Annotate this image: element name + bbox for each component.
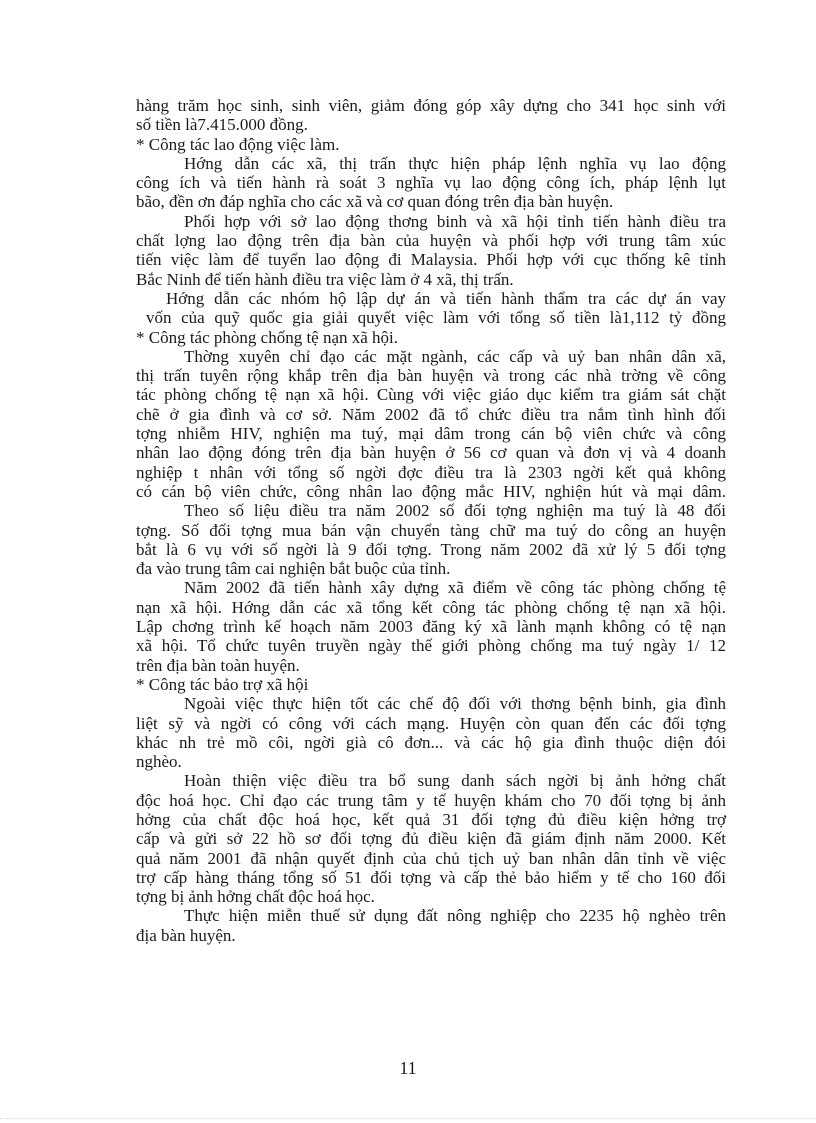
text-line: cấp và gửi sở 22 hồ sơ đối tợng đủ điều kiện đã giám định năm 2000. Kết — [136, 829, 726, 849]
text-line: quả năm 2001 đã nhận quyết định của chủ tịch uỷ ban nhân dân tỉnh về việc — [136, 848, 726, 868]
text-line: tợng nhiễm HIV, nghiện ma tuý, mại dâm trong cán bộ viên chức và công — [136, 424, 726, 444]
text-line: tợng bị ảnh hởng chất độc hoá học. — [136, 887, 375, 907]
text-line: liệt sỹ và ngời có công với cách mạng. Huyện còn quan đến các đối tợng — [136, 713, 726, 733]
text-line: độc hoá học. Chỉ đạo các trung tâm y tế huyện khám cho 70 đối tợng bị ảnh — [136, 790, 726, 810]
text-line: Bắc Ninh để tiến hành điều tra việc làm ở 4 xã, thị trấn. — [136, 269, 514, 289]
text-line: công ích và tiến hành rà soát 3 nghĩa vụ lao động công ích, pháp lệnh lụt — [136, 173, 726, 193]
section-heading-labor: * Công tác lao động việc làm. — [136, 134, 340, 154]
text-line: Lập chơng trình kế hoạch năm 2003 đăng ký xã lành mạnh không có tệ nạn — [136, 617, 726, 637]
text-line: xã hội. Tổ chức tuyên truyền ngày thế giới phòng chống ma tuý ngày 1/ 12 — [136, 636, 726, 656]
text-line: bão, đền ơn đáp nghĩa cho các xã và cơ quan đóng trên địa bàn huyện. — [136, 192, 614, 212]
text-line: trợ cấp hàng tháng tổng số 51 đối tợng và cấp thẻ bảo hiểm y tế cho 160 đối — [136, 867, 726, 887]
text-line: chẽ ở gia đình và cơ sở. Năm 2002 đã tổ chức điều tra nắm tình hình đối — [136, 404, 726, 424]
text-line: nghiệp t nhân với tổng số ngời đợc điều tra là 2303 ngời kết quả không — [136, 462, 726, 482]
text-line: thị trấn tuyên rộng khắp trên địa bàn huyện và trong các nhà trờng về công — [136, 366, 726, 386]
text-line: Hoàn thiện việc điều tra bổ sung danh sách ngời bị ảnh hởng chất — [184, 771, 726, 791]
text-line: tiến việc làm để tuyển lao động đi Malaysia. Phối hợp với cục thống kê tỉnh — [136, 250, 726, 270]
text-line: Hớng dẫn các nhóm hộ lập dự án và tiến hành thẩm tra các dự án vay — [166, 288, 726, 308]
text-line: tợng. Số đối tợng mua bán vận chuyển tàng chữ ma tuý do công an huyện — [136, 520, 726, 540]
section-heading-social-protection: * Công tác bảo trợ xã hội — [136, 674, 309, 694]
text-line: Phối hợp với sở lao động thơng binh và xã hội tỉnh tiến hành điều tra — [184, 211, 726, 231]
text-line: Theo số liệu điều tra năm 2002 số đối tợng nghiện ma tuý là 48 đối — [184, 501, 726, 521]
text-line: nhân lao động đóng trên địa bàn huyện ở 56 cơ quan và đơn vị và 4 doanh — [136, 443, 726, 463]
text-line: Ngoài việc thực hiện tốt các chế độ đối với thơng bệnh binh, gia đình — [184, 694, 726, 714]
document-body — [136, 96, 726, 945]
text-line: nạn xã hội. Hớng dẫn các xã tổng kết công tác phòng chống tệ nạn xã hội. — [136, 597, 726, 617]
text-line: hởng của chất độc hoá học, kết quả 31 đối tợng đủ điều kiện hởng trợ — [136, 809, 726, 829]
text-line: hàng trăm học sinh, sinh viên, giảm đóng góp xây dựng cho 341 học sinh với — [136, 96, 726, 115]
text-line: Thực hiện miễn thuế sử dụng đất nông nghiệp cho 2235 hộ nghèo trên — [184, 906, 726, 926]
text-line: Thờng xuyên chỉ đạo các mặt ngành, các cấp và uỷ ban nhân dân xã, — [184, 346, 726, 366]
text-line: Hớng dẫn các xã, thị trấn thực hiện pháp lệnh nghĩa vụ lao động — [184, 153, 726, 173]
text-line: số tiền là7.415.000 đồng. — [136, 115, 308, 135]
text-line: đa vào trung tâm cai nghiện bắt buộc của tỉnh. — [136, 559, 451, 579]
text-line: địa bàn huyện. — [136, 925, 236, 945]
text-line: trên địa bàn toàn huyện. — [136, 655, 300, 675]
text-line: khác nh trẻ mồ côi, ngời già cô đơn... và các hộ gia đình thuộc diện đói — [136, 732, 726, 752]
page-number: 11 — [399, 1058, 417, 1078]
text-line: bắt là 6 vụ với số ngời là 9 đối tợng. Trong năm 2002 đã xử lý 5 đối tợng — [136, 539, 726, 559]
text-line: Năm 2002 đã tiến hành xây dựng xã điểm về công tác phòng chống tệ — [184, 578, 726, 598]
page-bottom-divider — [0, 1118, 816, 1119]
text-line: nghèo. — [136, 752, 182, 772]
text-line: tác phòng chống tệ nạn xã hội. Cùng với việc giáo dục kiểm tra giám sát chặt — [136, 385, 726, 405]
text-line: vốn của quỹ quốc gia giải quyết việc làm với tổng số tiền là1,112 tỷ đồng — [146, 308, 726, 328]
text-line: có cán bộ viên chức, công nhân lao động mắc HIV, nghiện hút và mại dâm. — [136, 481, 726, 501]
section-heading-social-evils: * Công tác phòng chống tệ nạn xã hội. — [136, 327, 399, 347]
text-line: chất lợng lao động trên địa bàn của huyện và phối hợp với trung tâm xúc — [136, 231, 726, 251]
